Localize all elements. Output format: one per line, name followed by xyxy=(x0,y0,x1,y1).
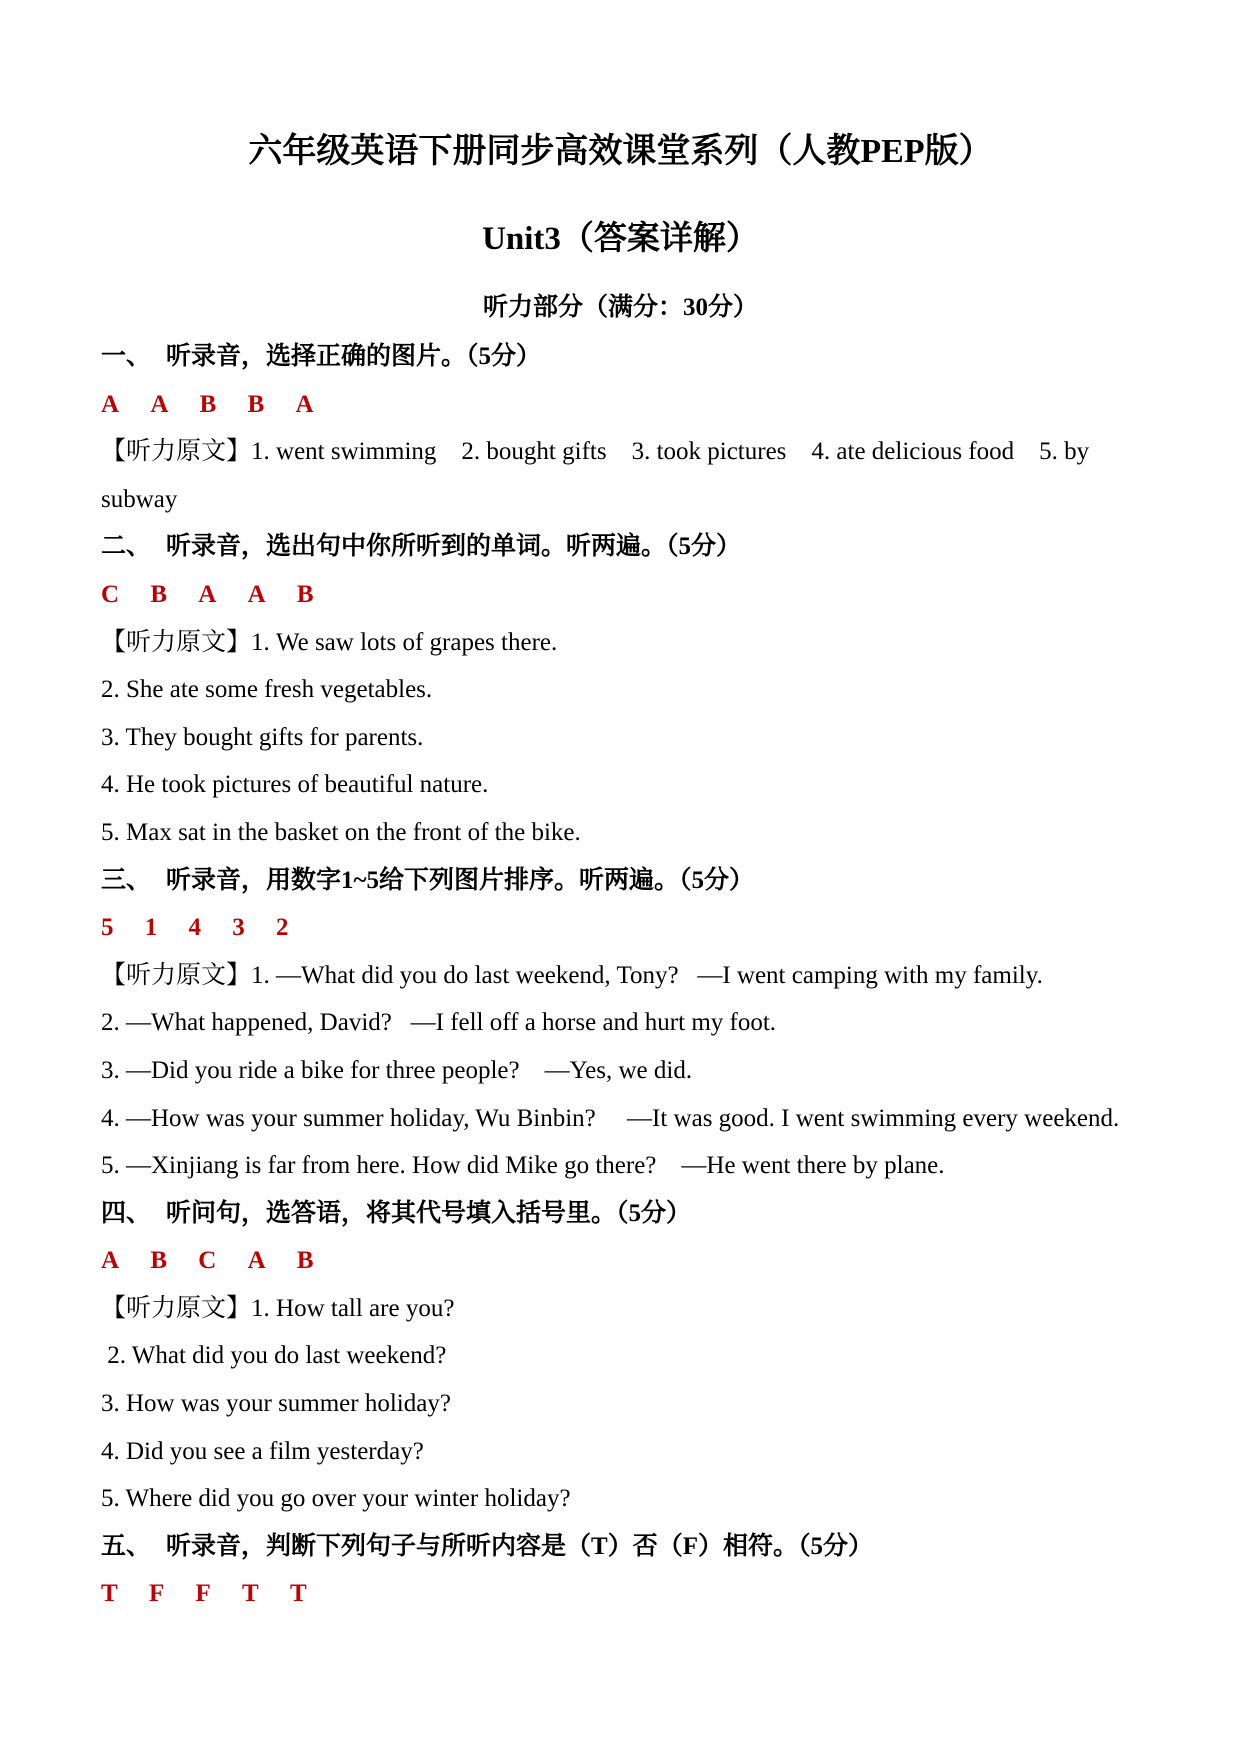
answer-key-item: B xyxy=(296,1247,314,1275)
transcript-line xyxy=(101,619,1141,667)
page-subtitle: Unit3（答案详解） xyxy=(482,221,759,257)
section-instruction: 听录音，选出句中你所听到的单词。听两遍。（5分） xyxy=(166,533,742,561)
answer-key-item: B xyxy=(150,580,167,608)
answer-key-item: A xyxy=(150,390,169,418)
section-heading xyxy=(101,1523,1141,1571)
transcript-line xyxy=(101,1475,1141,1523)
section-heading xyxy=(101,523,1141,571)
transcript-text: 1. went swimming 2. bought gifts 3. took pictures 4. ate delicious food 5. by subway xyxy=(101,438,1096,513)
answer-key-item: B xyxy=(199,390,217,418)
transcript-text: 3. How was your summer holiday? xyxy=(101,1390,451,1418)
transcript-label: 【听力原文】 xyxy=(101,961,252,989)
answer-key-item: 2 xyxy=(276,914,289,942)
section-2 xyxy=(101,523,1141,856)
part-heading: 听力部分（满分：30分） xyxy=(482,294,758,321)
answer-key-item: A xyxy=(101,390,120,418)
transcript-line xyxy=(101,999,1141,1047)
transcript-text: 4. He took pictures of beautiful nature. xyxy=(101,771,489,799)
answer-content xyxy=(101,333,1141,1618)
answer-key-item: A xyxy=(295,390,314,418)
section-instruction: 听录音，选择正确的图片。（5分） xyxy=(166,343,542,370)
transcript-text: 2. —What happened, David? —I fell off a horse and hurt my foot. xyxy=(101,1009,777,1037)
answer-key-item: F xyxy=(148,1580,165,1608)
transcript-label: 【听力原文】 xyxy=(101,438,252,466)
answer-key-item: A xyxy=(198,580,217,608)
section-5 xyxy=(101,1523,1141,1618)
transcript-label: 【听力原文】 xyxy=(101,1294,252,1322)
section-number: 一、 xyxy=(101,343,152,370)
transcript-text: 3. —Did you ride a bike for three people? —Yes, we did. xyxy=(101,1056,693,1084)
transcript-text: 1. We saw lots of grapes there. xyxy=(251,628,558,656)
answer-key-item: 5 xyxy=(101,914,114,942)
answer-key-row xyxy=(101,571,1141,619)
transcript-line xyxy=(101,809,1141,857)
answer-key-item: B xyxy=(150,1247,167,1275)
transcript-text: 5. —Xinjiang is far from here. How did Mike go there? —He went there by plane. xyxy=(101,1152,945,1180)
answer-key-row xyxy=(101,1237,1141,1285)
transcript-text: 2. She ate some fresh vegetables. xyxy=(101,676,433,704)
answer-key-item: B xyxy=(296,580,314,608)
transcript-text: 4. Did you see a film yesterday? xyxy=(101,1437,424,1465)
answer-key-item: T xyxy=(242,1580,259,1608)
transcript-line xyxy=(101,1095,1141,1143)
transcript-line xyxy=(101,714,1141,762)
section-3 xyxy=(101,857,1141,1190)
transcript-line xyxy=(101,1047,1141,1095)
answer-key-item: F xyxy=(195,1580,211,1608)
transcript-line xyxy=(101,1332,1141,1380)
transcript-label: 【听力原文】 xyxy=(101,628,252,656)
answer-key-item: B xyxy=(247,390,265,418)
transcript-line xyxy=(101,666,1141,714)
transcript-text: 3. They bought gifts for parents. xyxy=(101,723,424,751)
answer-key-row xyxy=(101,904,1141,952)
answer-key-row xyxy=(101,381,1141,429)
answer-key-item: A xyxy=(247,1247,266,1275)
section-number: 四、 xyxy=(101,1199,152,1227)
answer-key-item: A xyxy=(101,1247,120,1275)
answer-key-item: T xyxy=(289,1580,307,1608)
transcript-text: 4. —How was your summer holiday, Wu Binbin? —It was good. I went swimming every weekend. xyxy=(101,1104,1120,1132)
section-heading xyxy=(101,333,1141,381)
section-heading xyxy=(101,857,1141,905)
section-4 xyxy=(101,1190,1141,1523)
transcript-line xyxy=(101,1142,1141,1190)
answer-key-row xyxy=(101,1570,1141,1618)
section-instruction: 听录音，判断下列句子与所听内容是（T）否（F）相符。（5分） xyxy=(166,1532,873,1560)
answer-key-item: 3 xyxy=(232,914,245,942)
transcript-text: 5. Max sat in the basket on the front of the bike. xyxy=(101,818,581,846)
page-title: 六年级英语下册同步高效课堂系列（人教PEP版） xyxy=(248,133,993,170)
transcript-text: 1. —What did you do last weekend, Tony? —I went camping with my family. xyxy=(251,961,1043,989)
section-1 xyxy=(101,333,1141,523)
transcript-line xyxy=(101,1380,1141,1428)
transcript-line xyxy=(101,428,1141,523)
section-number: 三、 xyxy=(101,866,152,894)
transcript-text: 2. What did you do last weekend? xyxy=(101,1342,447,1370)
transcript-line xyxy=(101,761,1141,809)
answer-key-item: 4 xyxy=(188,914,201,942)
answer-key-item: A xyxy=(247,580,266,608)
section-number: 五、 xyxy=(101,1532,152,1560)
section-heading xyxy=(101,1190,1141,1238)
section-instruction: 听问句，选答语，将其代号填入括号里。（5分） xyxy=(166,1199,692,1227)
answer-key-item: T xyxy=(101,1580,118,1608)
transcript-line xyxy=(101,1285,1141,1333)
answer-key-item: C xyxy=(101,580,120,608)
transcript-line xyxy=(101,1428,1141,1476)
transcript-text: 5. Where did you go over your winter holiday? xyxy=(101,1485,571,1513)
section-number: 二、 xyxy=(101,533,152,561)
transcript-text: 1. How tall are you? xyxy=(251,1294,455,1322)
section-instruction: 听录音，用数字1~5给下列图片排序。听两遍。（5分） xyxy=(166,866,755,894)
answer-key-item: C xyxy=(198,1247,217,1275)
answer-key-item: 1 xyxy=(144,914,158,942)
transcript-line xyxy=(101,952,1141,1000)
